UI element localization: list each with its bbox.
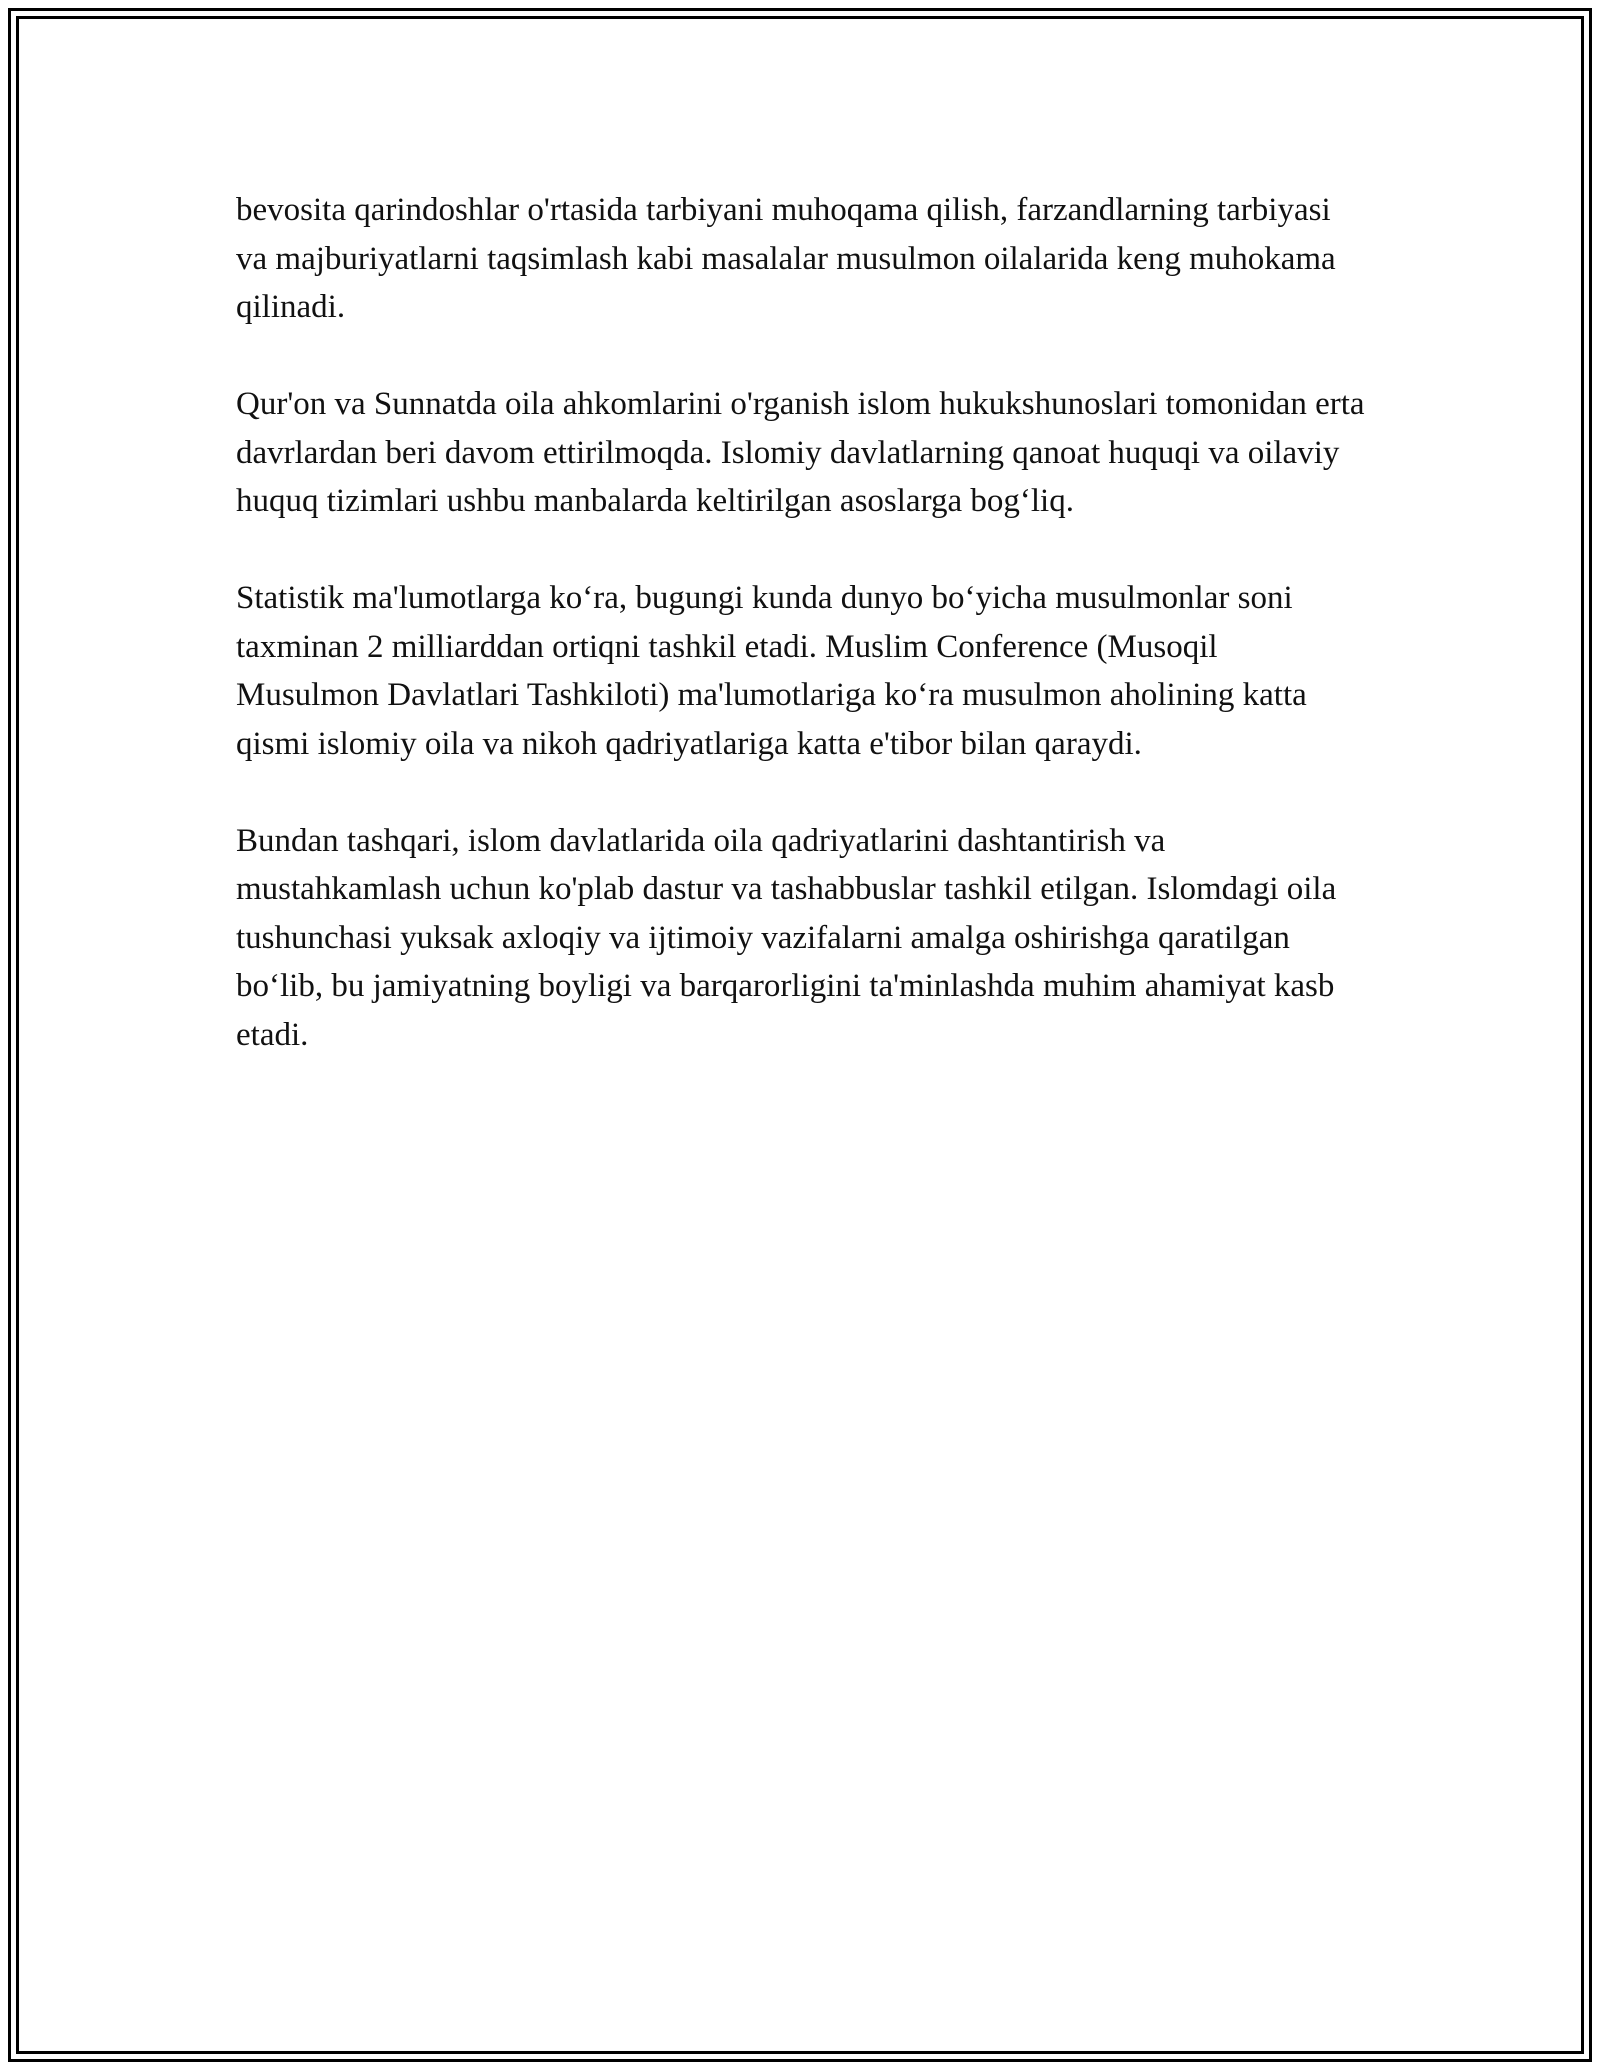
paragraph-3: Statistik ma'lumotlarga ko‘ra, bugungi kunda dunyo bo‘yicha musulmonlar soni taxminan 2 milliarddan ortiqni tashkil etadi. Muslim Conference (Musoqil Musulmon Davlatlari Tashkiloti) ma'lumotlariga ko‘ra musulmon aholining katta qismi islomiy oila va nikoh qadriyatlariga katta e'tibor bilan qaraydi.	[236, 580, 1307, 762]
paragraph-1: bevosita qarindoshlar o'rtasida tarbiyani muhoqama qilish, farzandlarning tarbiyasi va majburiyatlarni taqsimlash kabi masalalar musulmon oilalarida keng muhokama qilinadi.	[236, 192, 1336, 325]
paragraph-2: Qur'on va Sunnatda oila ahkomlarini o'rganish islom hukukshunoslari tomonidan erta davrlardan beri davom ettirilmoqda. Islomiy davlatlarning qanoat huquqi va oilaviy huquq tizimlari ushbu manbalarda keltirilgan asoslarga bog‘liq.	[236, 386, 1365, 519]
paragraph-4: Bundan tashqari, islom davlatlarida oila qadriyatlarini dashtantirish va mustahkamlash uchun ko'plab dastur va tashabbuslar tashkil etilgan. Islomdagi oila tushunchasi yuksak axloqiy va ijtimoiy vazifalarni amalga oshirishga qaratilgan bo‘lib, bu jamiyatning boyligi va barqarorligini ta'minlashda muhim ahamiyat kasb etadi.	[236, 822, 1337, 1053]
document-body	[236, 186, 1366, 1108]
